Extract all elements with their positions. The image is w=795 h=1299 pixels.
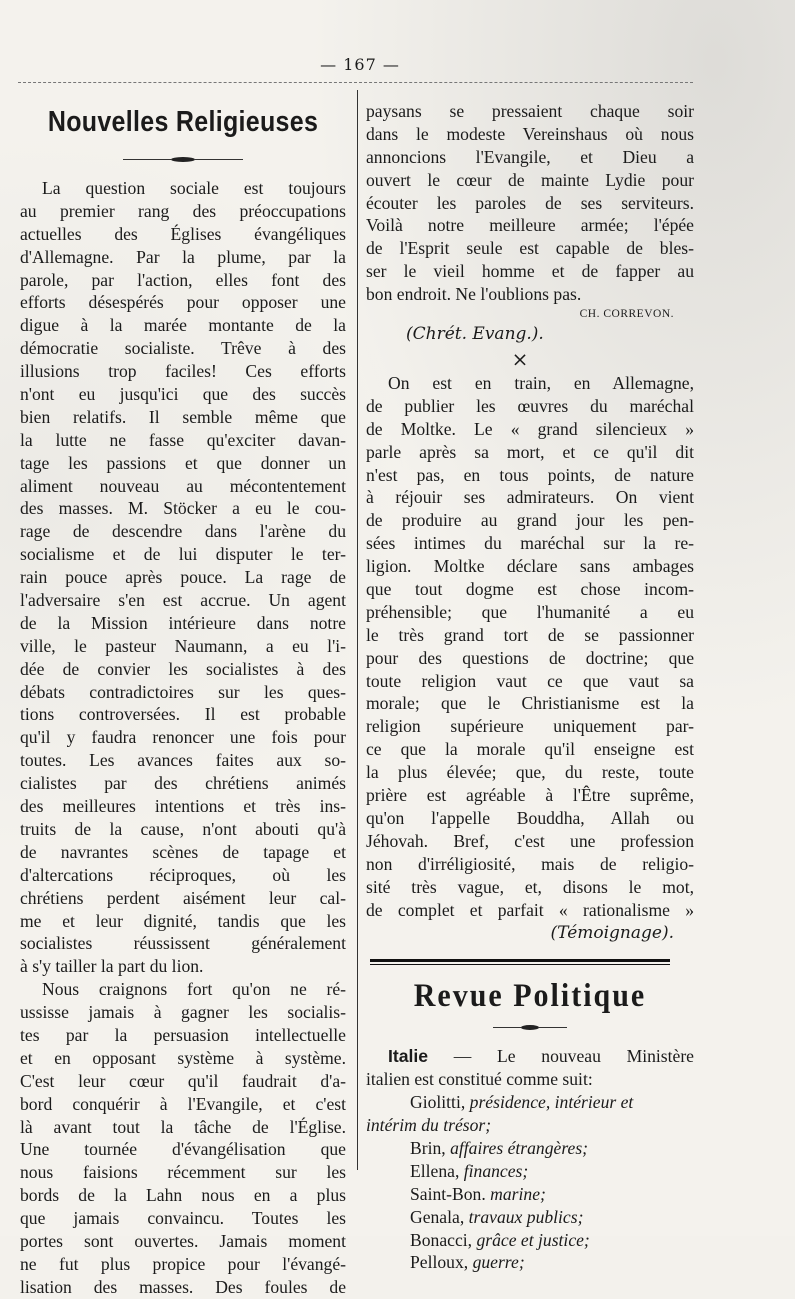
text-line: démocratie socialiste. Trêve à des — [20, 338, 346, 359]
text-line: que jamais convaincu. Toutes les — [20, 1208, 346, 1229]
text-line: On est en train, en Allemagne, — [388, 373, 694, 394]
text-line: religion supérieure uniquement par- — [366, 716, 694, 737]
text-line: là avant tout la tâche de l'Église. — [20, 1116, 346, 1137]
author-signature: CH. CORREVON. — [579, 308, 674, 321]
minister-entry — [366, 1091, 694, 1114]
text-line: illusions trop faciles! Ces efforts — [20, 361, 346, 382]
text-line: actuelles des Églises évangéliques — [20, 223, 346, 244]
text-line: le très grand tort de se passionner — [366, 624, 694, 645]
section-rule — [370, 959, 670, 965]
italie-intro-line — [366, 1045, 694, 1068]
text-line: sité très vague, et, disons le mot, — [366, 876, 694, 897]
text-line: tage les passions et que donner un — [20, 452, 346, 473]
text-line: parle après sa mort, et ce qu'il dit — [366, 441, 694, 462]
text-line: tes par la persuasion intellectuelle — [20, 1024, 346, 1045]
minister-name: Ellena, — [410, 1160, 464, 1181]
text-line: truits de la cause, n'ont abouti qu'à — [20, 818, 346, 839]
italie-intro-line-2: italien est constitué comme suit: — [366, 1069, 593, 1090]
text-line: de l'Esprit seule est capable de bles- — [366, 238, 694, 259]
article-paragraph-continued — [366, 100, 694, 306]
text-line: ussisse jamais à gagner les socialis- — [20, 1002, 346, 1023]
minister-entry — [366, 1114, 694, 1137]
minister-entry — [366, 1251, 694, 1274]
text-line: nous faisions récemment sur les — [20, 1162, 346, 1183]
minister-name: Saint-Bon. — [410, 1183, 491, 1204]
text-line: à réjouir ses admirateurs. On vient — [366, 487, 694, 508]
text-line: ville, le pasteur Naumann, a eu l'i- — [20, 635, 346, 656]
text-line: sées intimes du maréchal sur la re- — [366, 533, 694, 554]
minister-entry — [366, 1160, 694, 1183]
title-ornament — [20, 151, 346, 167]
separator-cross: × — [511, 347, 529, 372]
minister-role: présidence, intérieur et — [469, 1092, 634, 1113]
text-line: de navrantes scènes de tapage et — [20, 841, 346, 862]
minister-list — [366, 1091, 694, 1274]
title-ornament-2 — [366, 1019, 694, 1035]
text-line: ouvert le cœur de mainte Lydie pour — [366, 169, 694, 190]
text-line: bon endroit. Ne l'oublions pas. — [366, 284, 582, 305]
text-line: rage de descendre dans l'arène du — [20, 521, 346, 542]
text-line: n'ont eu jusqu'ici que des succès — [20, 384, 346, 405]
column-divider — [357, 90, 358, 1170]
text-line: bord conquérir à l'Evangile, et c'est — [20, 1093, 346, 1114]
text-line: lisation des masses. Des foules de — [20, 1276, 346, 1297]
minister-name: Genala, — [410, 1206, 469, 1227]
minister-role: marine; — [490, 1183, 546, 1204]
source-citation-temoignage: (Témoignage). — [550, 923, 674, 944]
text-line: socialisme et de lui disputer le ter- — [20, 544, 346, 565]
section-title-religieuses: Nouvelles Religieuses — [47, 105, 319, 139]
text-line: la plus élevée; que, du reste, toute — [366, 762, 694, 783]
minister-role: grâce et justice; — [476, 1229, 590, 1250]
text-line: de complet et parfait « rationalisme » — [366, 899, 694, 920]
text-line: Voilà notre meilleure armée; l'épée — [366, 215, 694, 236]
minister-name: Bonacci, — [410, 1229, 477, 1250]
text-line: ser le vieil homme et de fapper au — [366, 261, 694, 282]
italie-intro-1: — Le nouveau Ministère — [428, 1046, 694, 1067]
text-line: bords de la Lahn nous en a plus — [20, 1185, 346, 1206]
text-line: de publier les œuvres du maréchal — [366, 395, 694, 416]
text-line: prière est agréable à l'Être suprême, — [366, 785, 694, 806]
minister-name: Giolitti, — [410, 1092, 470, 1113]
text-line: tions controversées. Il est probable — [20, 704, 346, 725]
text-line: morale; que le Christianisme est la — [366, 693, 694, 714]
article-paragraph-moltke — [366, 372, 694, 921]
text-line: préhensible; que l'humanité a eu — [366, 601, 694, 622]
text-line: bien relatifs. Il semble même que — [20, 406, 346, 427]
text-line: non d'irréligiosité, mais de religio- — [366, 853, 694, 874]
article-paragraph-2 — [20, 978, 346, 1298]
text-line: dée de convier les socialistes à des — [20, 658, 346, 679]
text-line: chrétiens perdent aisément leur cal- — [20, 887, 346, 908]
minister-name: Pelloux, — [410, 1252, 473, 1273]
text-line: me et leur dignité, tandis que les — [20, 910, 346, 931]
text-line: rain pouce après pouce. La rage de — [20, 567, 346, 588]
text-line: au premier rang des préoccupations — [20, 200, 346, 221]
article-paragraph-1 — [20, 177, 346, 978]
text-line: de produire au grand jour les pen- — [366, 510, 694, 531]
text-line: des meilleures intentions et très ins- — [20, 796, 346, 817]
text-line: toute religion vaut ce que vaut sa — [366, 670, 694, 691]
page-number: — 167 — — [320, 55, 400, 74]
minister-entry — [366, 1206, 694, 1229]
text-line: ne fut plus propice pour l'évangé- — [20, 1253, 346, 1274]
text-line: portes sont ouvertes. Jamais moment — [20, 1230, 346, 1251]
text-line: toutes. Les avances faites aux so- — [20, 750, 346, 771]
text-line: aliment nouveau au mécontentement — [20, 475, 346, 496]
text-line: pour des questions de doctrine; que — [366, 647, 694, 668]
text-line: dans le modeste Vereinshaus où nous — [366, 123, 694, 144]
text-line: n'est pas, en tous points, de nature — [366, 464, 694, 485]
source-citation: (Chrét. Evang.). — [406, 324, 544, 345]
header-rule — [18, 82, 693, 83]
text-line: socialistes réussissent généralement — [20, 933, 346, 954]
text-line: de Moltke. Le « grand silencieux » — [366, 418, 694, 439]
text-line: annoncions l'Evangile, et Dieu a — [366, 146, 694, 167]
text-line: digue à la marée montante de la — [20, 315, 346, 336]
text-line: à s'y tailler la part du lion. — [20, 956, 204, 977]
text-line: l'adversaire s'en est accrue. Un agent — [20, 590, 346, 611]
text-line: que tout dogme est chose incom- — [366, 579, 694, 600]
text-line: ce que la morale qu'il enseigne est — [366, 739, 694, 760]
right-column — [366, 100, 694, 1274]
text-line: la lutte ne fasse qu'exciter davan- — [20, 429, 346, 450]
minister-entry — [366, 1137, 694, 1160]
text-line: débats contradictoires sur les ques- — [20, 681, 346, 702]
minister-role: guerre; — [472, 1252, 525, 1273]
minister-entry — [366, 1229, 694, 1252]
minister-name: Brin, — [410, 1137, 451, 1158]
text-line: parole, par l'action, elles font des — [20, 269, 346, 290]
text-line: qu'on l'appelle Bouddha, Allah ou — [366, 807, 694, 828]
text-line: cialistes par des chrétiens animés — [20, 773, 346, 794]
text-line: Une tournée d'évangélisation que — [20, 1139, 346, 1160]
text-line: efforts désespérés pour opposer une — [20, 292, 346, 313]
minister-role: intérim du trésor; — [366, 1115, 492, 1136]
minister-entry — [366, 1183, 694, 1206]
text-line: écouter les paroles de ses serviteurs. — [366, 192, 694, 213]
minister-role: travaux publics; — [468, 1206, 584, 1227]
text-line: d'Allemagne. Par la plume, par la — [20, 246, 346, 267]
text-line: La question sociale est toujours — [42, 178, 346, 198]
text-line: et en opposant système à système. — [20, 1047, 346, 1068]
left-column — [20, 100, 346, 1299]
text-line: de la Mission intérieure dans notre — [20, 612, 346, 633]
text-line: Jéhovah. Bref, c'est une profession — [366, 830, 694, 851]
text-line: qu'il y faudra renoncer une fois pour — [20, 727, 346, 748]
section-title-revue-politique: Revue Politique — [413, 977, 647, 1014]
text-line: paysans se pressaient chaque soir — [366, 101, 694, 121]
text-line: Nous craignons fort qu'on ne ré- — [42, 979, 346, 1000]
text-line: des masses. M. Stöcker a eu le cou- — [20, 498, 346, 519]
text-line: C'est leur cœur qu'il faudrait d'a- — [20, 1070, 346, 1091]
minister-role: affaires étrangères; — [450, 1137, 589, 1158]
minister-role: finances; — [463, 1160, 529, 1181]
text-line: ligion. Moltke déclare sans ambages — [366, 556, 694, 577]
text-line: d'altercations réciproques, où les — [20, 864, 346, 885]
italie-label: Italie — [388, 1046, 429, 1067]
